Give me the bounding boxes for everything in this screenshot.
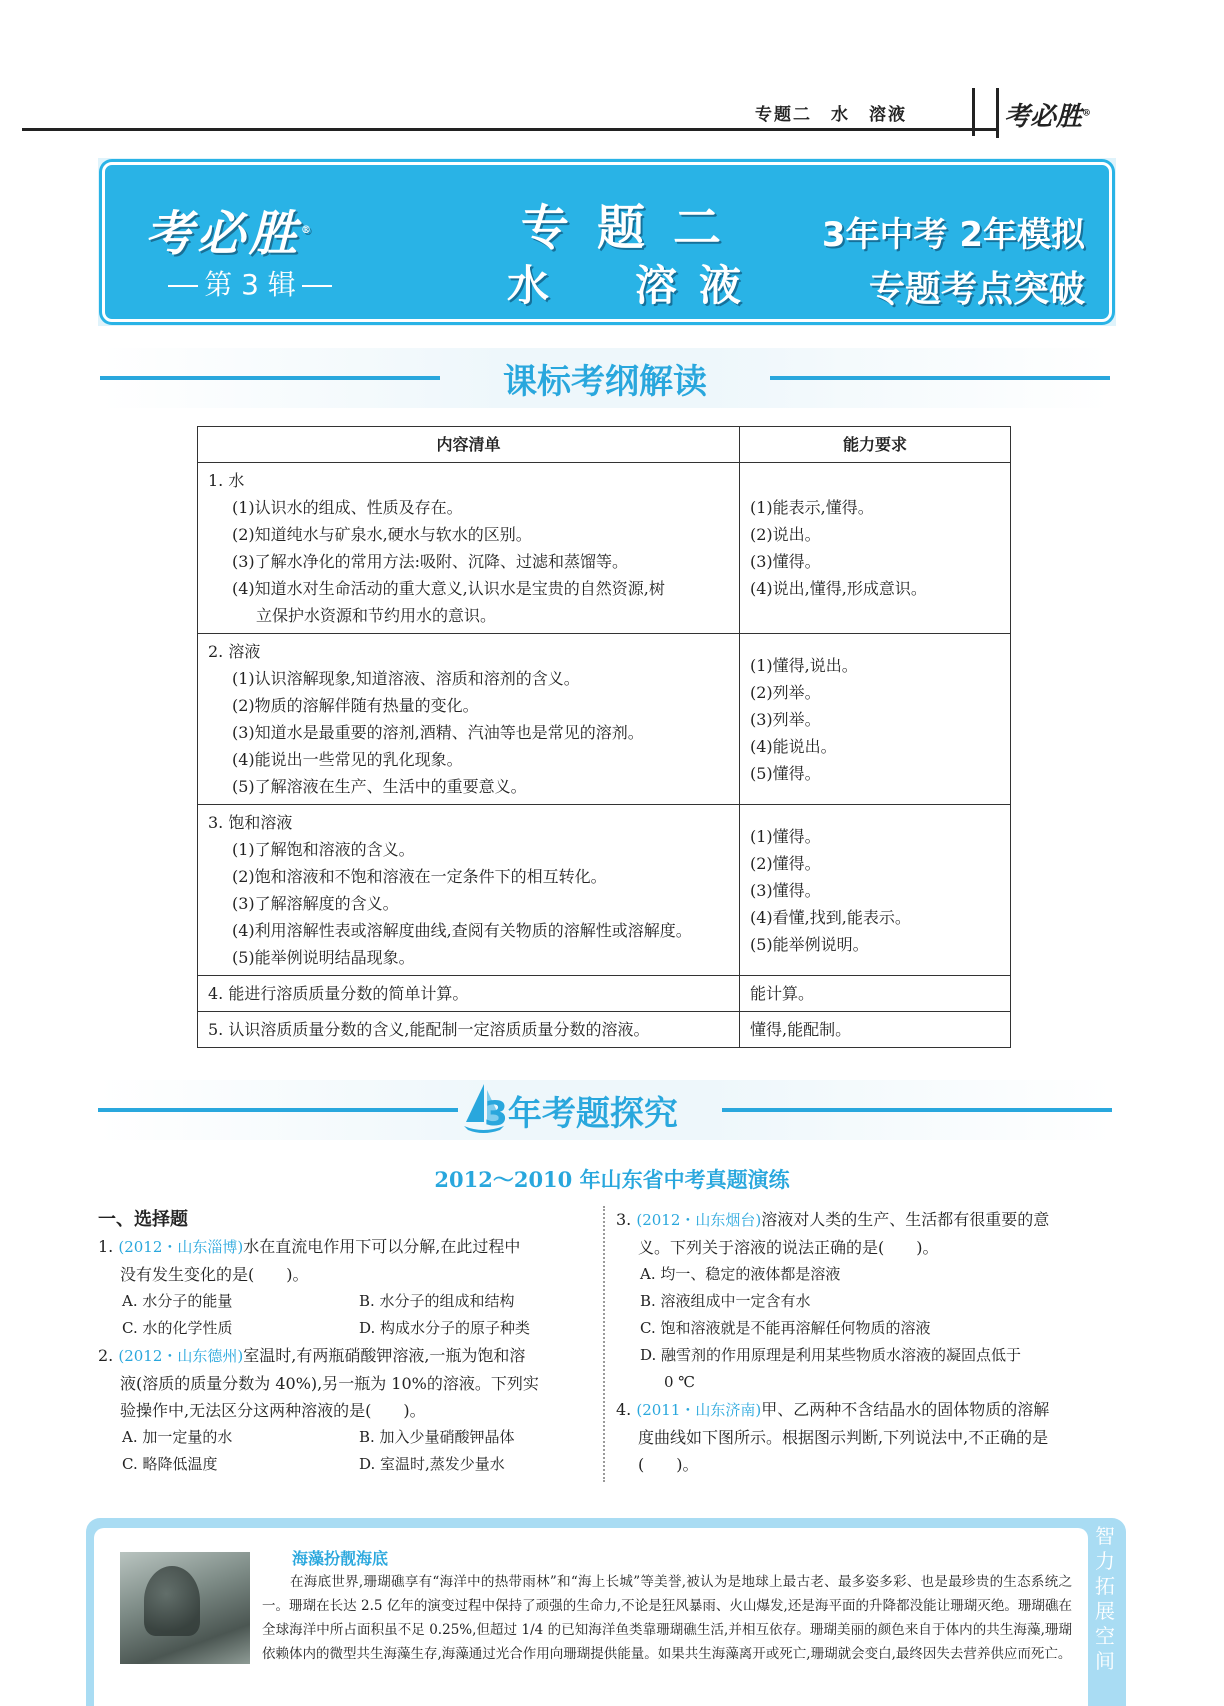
banner-title: 专题二 (520, 200, 749, 256)
header-divider-2 (996, 88, 999, 138)
content-item: (4)利用溶解性表或溶解度曲线,查阅有关物质的溶解性或溶解度。 (232, 921, 692, 940)
section-heading-standards (100, 348, 1110, 408)
table-row (198, 634, 1011, 805)
content-item: (5)了解溶液在生产、生活中的重要意义。 (232, 777, 527, 796)
question-text: 没有发生变化的是( )。 (120, 1265, 309, 1284)
content-item: (1)认识水的组成、性质及存在。 (232, 498, 463, 517)
extension-box (86, 1518, 1126, 1706)
option: A. 均一、稳定的液体都是溶液 (640, 1265, 841, 1283)
option-row (98, 1424, 596, 1451)
ability-cell: 懂得,能配制。 (740, 1012, 1011, 1048)
question-source: (2012・山东德州) (118, 1347, 244, 1365)
question-source: (2011・山东济南) (636, 1401, 762, 1419)
section-heading-exams (98, 1080, 1112, 1140)
column-header-content: 内容清单 (198, 427, 740, 463)
option: A. 加一定量的水 (122, 1428, 233, 1446)
content-item-continued: 立保护水资源和节约用水的意识。 (256, 606, 497, 625)
question-source: (2012・山东淄博) (118, 1238, 244, 1256)
content-item: (2)饱和溶液和不饱和溶液在一定条件下的相互转化。 (232, 867, 607, 886)
content-cell (198, 634, 740, 805)
ability-item: (4)看懂,找到,能表示。 (750, 907, 911, 927)
banner-series-sub: 专题考点突破 (868, 269, 1085, 310)
extension-title: 海藻扮靓海底 (292, 1549, 389, 1568)
option: D. 构成水分子的原子种类 (359, 1319, 531, 1337)
question-text: ( )。 (638, 1455, 699, 1474)
question-text: 度曲线如下图所示。根据图示判断,下列说法中,不正确的是 (638, 1428, 1049, 1447)
questions-right-column (616, 1206, 1116, 1478)
category-label: 1. 水 (208, 471, 245, 490)
content-cell: 4. 能进行溶质质量分数的简单计算。 (198, 976, 740, 1012)
standards-table (197, 426, 1011, 1048)
question-source: (2012・山东烟台) (636, 1211, 762, 1229)
table-row (198, 976, 1011, 1012)
content-cell (198, 805, 740, 976)
section-heading: 一、选择题 (98, 1209, 188, 1230)
topic-banner (98, 158, 1116, 326)
ability-item: (4)能说出。 (750, 736, 837, 756)
ability-cell (740, 634, 1011, 805)
ability-item: (3)懂得。 (750, 552, 821, 571)
banner-edition: 第 3 辑 (145, 263, 355, 303)
header-logo: 考必胜® (1004, 102, 1092, 132)
content-item: (2)物质的溶解伴随有热量的变化。 (232, 696, 479, 715)
content-item: (1)认识溶解现象,知道溶液、溶质和溶剂的含义。 (232, 669, 580, 688)
table-row (198, 463, 1011, 634)
question-text: 验操作中,无法区分这两种溶液的是( )。 (120, 1401, 426, 1420)
section-title: 课标考纲解读 (503, 362, 707, 402)
extension-text: 在海底世界,珊瑚礁享有“海洋中的热带雨林”和“海上长城”等美誉,被认为是地球上最古老、最多姿多彩、也是最珍贵的生态系统之一。珊瑚在长达 2.5 亿年的演变过程中保持了顽强的生命力,不论是狂风暴雨、火山爆发,还是海平面的升降都没能让珊瑚灭绝。珊瑚礁在全球海洋中所占面积虽不足 0.25%,但超过 1/4 的已知海洋鱼类靠珊瑚礁生活,并相互依存。珊瑚美丽的颜色来自于体内的共生海藻,珊瑚依赖体内的微型共生海藻生存,海藻通过光合作用向珊瑚提供能量。如果共生海藻离开或死亡,珊瑚就会变白,最终因失去营养供应而死亡。 (262, 1574, 1072, 1662)
content-item: (3)知道水是最重要的溶剂,酒精、汽油等也是常见的溶剂。 (232, 723, 644, 742)
ability-item: (1)懂得。 (750, 826, 821, 846)
option: B. 加入少量硝酸钾晶体 (359, 1428, 515, 1446)
banner-series: 3年中考 2年模拟 (821, 215, 1085, 255)
exercise-title: 2012～2010 年山东省中考真题演练 (434, 1167, 790, 1192)
content-cell: 5. 认识溶质质量分数的含义,能配制一定溶质质量分数的溶液。 (198, 1012, 740, 1048)
table-row (198, 1012, 1011, 1048)
category-label: 2. 溶液 (208, 642, 261, 661)
table-row (198, 805, 1011, 976)
ability-cell: 能计算。 (740, 976, 1011, 1012)
ability-item: (5)懂得。 (750, 763, 821, 783)
header-rule (22, 128, 997, 131)
ability-item: (4)说出,懂得,形成意识。 (750, 579, 927, 598)
coral-photo (120, 1552, 250, 1664)
option: B. 水分子的组成和结构 (359, 1292, 515, 1310)
extension-panel (94, 1528, 1088, 1706)
content-item: (2)知道纯水与矿泉水,硬水与软水的区别。 (232, 525, 532, 544)
ability-item: (1)能表示,懂得。 (750, 498, 874, 517)
option-row (98, 1315, 596, 1342)
question-2: 2. (2012・山东德州)室温时,有两瓶硝酸钾溶液,一瓶为饱和溶 (98, 1346, 526, 1365)
content-item: (5)能举例说明结晶现象。 (232, 948, 415, 967)
option: C. 饱和溶液就是不能再溶解任何物质的溶液 (640, 1319, 931, 1337)
category-label: 3. 饱和溶液 (208, 813, 293, 832)
ability-item: (2)列举。 (750, 682, 821, 702)
ability-item: (2)说出。 (750, 525, 821, 544)
ability-item: (3)懂得。 (750, 880, 821, 900)
header-divider (972, 88, 975, 136)
option-row (98, 1288, 596, 1315)
questions-left-column (98, 1206, 596, 1478)
banner-subtitle: 水 溶液 (506, 261, 763, 310)
banner-panel (102, 162, 1112, 322)
option: D. 室温时,蒸发少量水 (359, 1455, 505, 1473)
option: C. 水的化学性质 (122, 1319, 233, 1337)
column-divider (603, 1206, 605, 1482)
option: A. 水分子的能量 (122, 1292, 233, 1310)
ability-cell (740, 805, 1011, 976)
ability-cell (740, 463, 1011, 634)
ability-item: (2)懂得。 (750, 853, 821, 873)
running-header (22, 88, 1112, 132)
side-label: 智力拓展空间 (1095, 1524, 1115, 1673)
question-text: 义。下列关于溶液的说法正确的是( )。 (638, 1238, 939, 1257)
option: B. 溶液组成中一定含有水 (640, 1292, 811, 1310)
question-4: 4. (2011・山东济南)甲、乙两种不含结晶水的固体物质的溶解 (616, 1400, 1050, 1419)
content-item: (4)知道水对生命活动的重大意义,认识水是宝贵的自然资源,树 (232, 579, 665, 598)
ability-item: (1)懂得,说出。 (750, 655, 858, 675)
question-1: 1. (2012・山东淄博)水在直流电作用下可以分解,在此过程中 (98, 1237, 521, 1256)
ability-item: (5)能举例说明。 (750, 934, 869, 954)
option: D. 融雪剂的作用原理是利用某些物质水溶液的凝固点低于 (640, 1346, 1022, 1364)
option: C. 略降低温度 (122, 1455, 218, 1473)
question-3: 3. (2012・山东烟台)溶液对人类的生产、生活都有很重要的意 (616, 1210, 1050, 1229)
content-item: (1)了解饱和溶液的含义。 (232, 840, 415, 859)
content-item: (4)能说出一些常见的乳化现象。 (232, 750, 463, 769)
content-cell (198, 463, 740, 634)
content-item: (3)了解溶解度的含义。 (232, 894, 399, 913)
column-header-ability: 能力要求 (740, 427, 1011, 463)
table-header-row (198, 427, 1011, 463)
option-continued: 0 ℃ (664, 1373, 696, 1391)
option-row (98, 1451, 596, 1478)
ability-item: (3)列举。 (750, 709, 821, 729)
content-item: (3)了解水净化的常用方法:吸附、沉降、过滤和蒸馏等。 (232, 552, 629, 571)
running-title: 专题二 水 溶液 (755, 105, 907, 125)
section-title: 3年考题探究 (484, 1094, 678, 1134)
banner-logo: 考必胜® (145, 206, 316, 262)
question-text: 液(溶质的质量分数为 40%),另一瓶为 10%的溶液。下列实 (120, 1374, 539, 1393)
